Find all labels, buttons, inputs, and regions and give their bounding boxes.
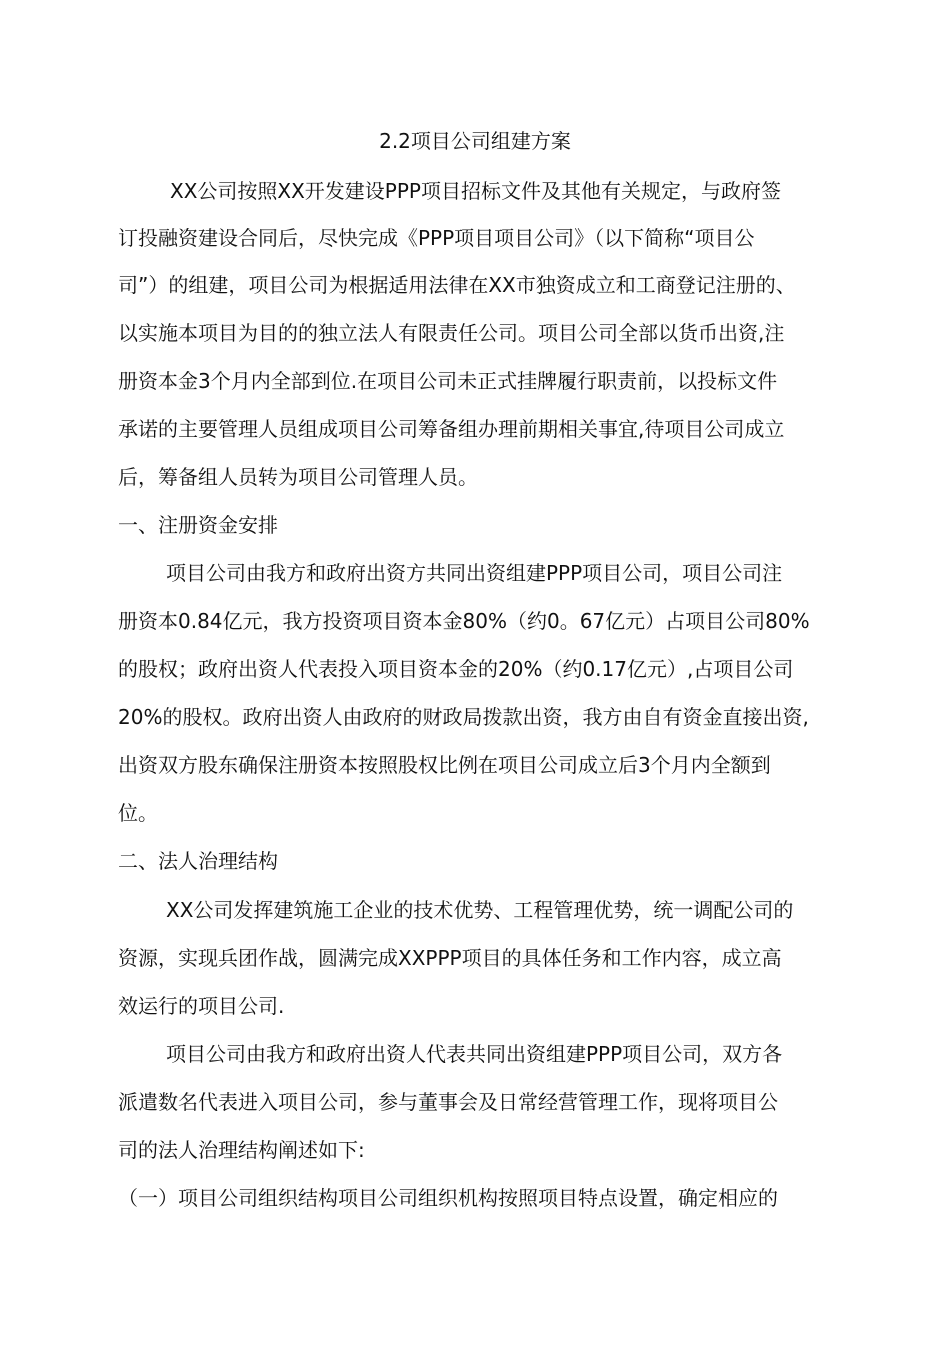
paragraph-line: 出资双方股东确保注册资本按照股权比例在项目公司成立后3个月内全额到 [118, 753, 771, 777]
paragraph-line: XX公司发挥建筑施工企业的技术优势、工程管理优势，统一调配公司的 [166, 898, 794, 922]
paragraph-line: 项目公司由我方和政府出资方共同出资组建PPP项目公司，项目公司注 [166, 561, 783, 585]
paragraph-line: 项目公司由我方和政府出资人代表共同出资组建PPP项目公司，双方各 [166, 1042, 783, 1066]
subsection-heading: （一）项目公司组织结构项目公司组织机构按照项目特点设置，确定相应的 [118, 1186, 778, 1210]
paragraph-line: 20%的股权。政府出资人由政府的财政局拨款出资，我方由自有资金直接出资, [118, 705, 809, 729]
paragraph-line: XX公司按照XX开发建设PPP项目招标文件及其他有关规定，与政府签 [170, 179, 781, 203]
paragraph-line: 册资本金3个月内全部到位.在项目公司未正式挂牌履行职责前，以投标文件 [118, 369, 778, 393]
paragraph-line: 订投融资建设合同后，尽快完成《PPP项目项目公司》（以下简称“项目公 [118, 226, 755, 250]
document-title: 2.2项目公司组建方案 [379, 129, 571, 153]
paragraph-line: 的股权；政府出资人代表投入项目资本金的20%（约0.17亿元）,占项目公司 [118, 657, 794, 681]
paragraph-line: 承诺的主要管理人员组成项目公司筹备组办理前期相关事宜,待项目公司成立 [118, 417, 785, 441]
paragraph-line: 资源，实现兵团作战，圆满完成XXPPP项目的具体任务和工作内容，成立高 [118, 946, 782, 970]
section-heading: 二、法人治理结构 [118, 849, 278, 873]
paragraph-line: 册资本0.84亿元，我方投资项目资本金80%（约0。67亿元）占项目公司80% [118, 609, 810, 633]
paragraph-line: 司的法人治理结构阐述如下: [118, 1138, 365, 1162]
paragraph-line: 以实施本项目为目的的独立法人有限责任公司。项目公司全部以货币出资,注 [118, 321, 785, 345]
paragraph-line: 位。 [118, 801, 158, 825]
paragraph-line: 派遣数名代表进入项目公司，参与董事会及日常经营管理工作，现将项目公 [118, 1090, 778, 1114]
paragraph-line: 司”）的组建，项目公司为根据适用法律在XX市独资成立和工商登记注册的、 [118, 273, 796, 297]
section-heading: 一、注册资金安排 [118, 513, 278, 537]
paragraph-line: 效运行的项目公司. [118, 994, 285, 1018]
paragraph-line: 后，筹备组人员转为项目公司管理人员。 [118, 465, 478, 489]
